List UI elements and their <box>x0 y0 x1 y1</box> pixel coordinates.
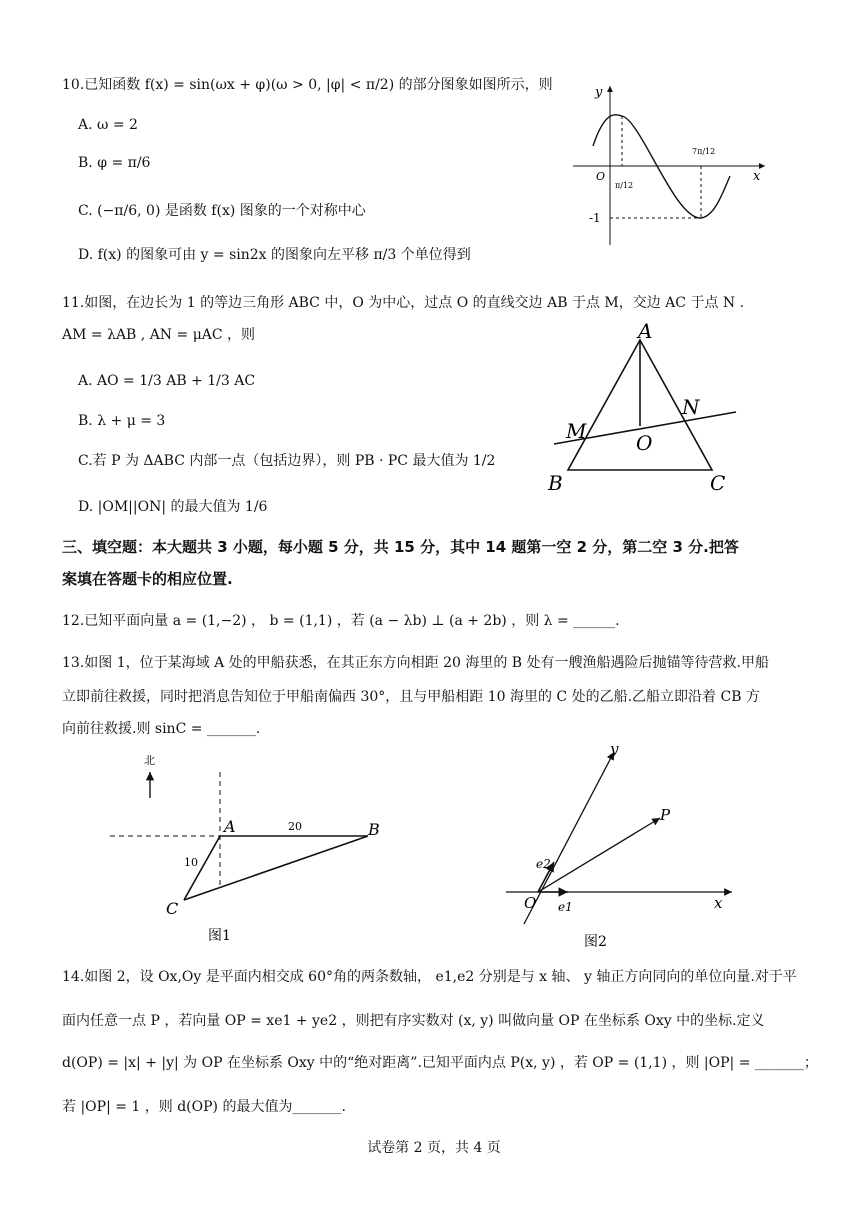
fig2-label-e1: e1 <box>558 900 573 914</box>
fig1-segment-cb <box>184 836 368 900</box>
q13-line3: 向前往救援.则 sinC = _______. <box>62 721 261 737</box>
fig2-label-e2: e2 <box>536 857 551 871</box>
q11-label-b: B <box>548 471 563 495</box>
q10-sine-graph <box>565 80 775 250</box>
fig1-north-label: 北 <box>144 754 155 767</box>
q10-option-d: D. f(x) 的图象可由 y = sin2x 的图象向左平移 π/3 个单位得到 <box>78 247 471 263</box>
q11-option-a: A. AO = 1/3 AB + 1/3 AC <box>78 373 256 389</box>
page-footer: 试卷第 2 页，共 4 页 <box>367 1140 501 1156</box>
q11-condition: AM = λAB , AN = μAC ，则 <box>62 327 256 343</box>
q10-option-c: C. (−π/6, 0) 是函数 f(x) 图象的一个对称中心 <box>78 203 366 219</box>
fig1-label-a: A <box>224 817 236 836</box>
fig2-label-y: y <box>610 740 619 758</box>
q10-x-label: x <box>753 169 761 184</box>
q11-triangle-figure <box>540 318 750 498</box>
q10-tick-neg1: -1 <box>589 211 601 225</box>
q10-origin-label: O <box>596 170 606 183</box>
fig2-vector-op <box>538 818 660 892</box>
q10-tick-pi12: π/12 <box>615 181 634 190</box>
q13-line1: 13.如图 1，位于某海域 A 处的甲船获悉，在其正东方向相距 20 海里的 B 处有一艘渔船遇险后抛锚等待营救.甲船 <box>62 655 769 671</box>
fig1-label-c: C <box>166 899 179 918</box>
q13-line2: 立即前往救援，同时把消息告知位于甲船南偏西 30°，且与甲船相距 10 海里的 C 处的乙船.乙船立即沿着 CB 方 <box>62 689 760 705</box>
q10-option-b: B. φ = π/6 <box>78 155 151 171</box>
q14-line3: d(OP) = |x| + |y| 为 OP 在坐标系 Oxy 中的“绝对距离”.已知平面内点 P(x, y) ，若 OP = (1,1) ，则 |OP| = _______； <box>62 1055 818 1071</box>
q11-stem: 11.如图，在边长为 1 的等边三角形 ABC 中，O 为中心，过点 O 的直线交边 AB 于点 M，交边 AC 于点 N . <box>62 295 745 311</box>
fig2-label-o: O <box>524 894 537 912</box>
q10-stem: 10.已知函数 f(x) = sin(ωx + φ)(ω > 0, |φ| < π/2) 的部分图象如图所示，则 <box>62 77 553 93</box>
q10-y-label: y <box>595 85 603 100</box>
q10-option-a: A. ω = 2 <box>78 117 138 133</box>
q14-line2: 面内任意一点 P ，若向量 OP = xe1 + ye2 ，则把有序实数对 (x, y) 叫做向量 OP 在坐标系 Oxy 中的坐标.定义 <box>62 1013 765 1029</box>
fig1-len-20: 20 <box>288 820 302 833</box>
fig1-label-b: B <box>368 820 380 839</box>
q11-label-a: A <box>638 319 653 343</box>
q11-option-b: B. λ + μ = 3 <box>78 413 166 429</box>
fig2-y-axis <box>524 752 614 924</box>
q11-option-d: D. |OM||ON| 的最大值为 1/6 <box>78 499 268 515</box>
fig2-oblique-axes <box>500 736 750 956</box>
fig2-caption: 图2 <box>584 934 607 950</box>
q12-text: 12.已知平面向量 a = (1,−2) ， b = (1,1) ，若 (a − λb) ⊥ (a + 2b) ，则 λ = ______. <box>62 613 620 629</box>
section3-heading-line1: 三、填空题：本大题共 3 小题，每小题 5 分，共 15 分，其中 14 题第一空 2 分，第二空 3 分.把答 <box>62 538 739 556</box>
section3-heading-line2: 案填在答题卡的相应位置. <box>62 570 233 588</box>
q11-label-o: O <box>636 431 653 455</box>
q11-option-c: C.若 P 为 ΔABC 内部一点（包括边界），则 PB · PC 最大值为 1/2 <box>78 453 496 469</box>
q14-line1: 14.如图 2，设 Ox,Oy 是平面内相交成 60°角的两条数轴， e1,e2 分别是与 x 轴、 y 轴正方向同向的单位向量.对于平 <box>62 969 797 985</box>
q11-label-m: M <box>566 419 587 443</box>
fig1-caption: 图1 <box>208 928 231 944</box>
q11-label-n: N <box>682 395 700 419</box>
fig2-label-p: P <box>660 806 671 824</box>
fig1-len-10: 10 <box>184 856 198 869</box>
q14-line4: 若 |OP| = 1 ，则 d(OP) 的最大值为_______. <box>62 1099 346 1115</box>
fig1-sea-diagram <box>100 750 390 950</box>
fig2-label-x: x <box>714 894 723 912</box>
q11-label-c: C <box>710 471 726 495</box>
q10-tick-7pi12: 7π/12 <box>692 147 716 156</box>
